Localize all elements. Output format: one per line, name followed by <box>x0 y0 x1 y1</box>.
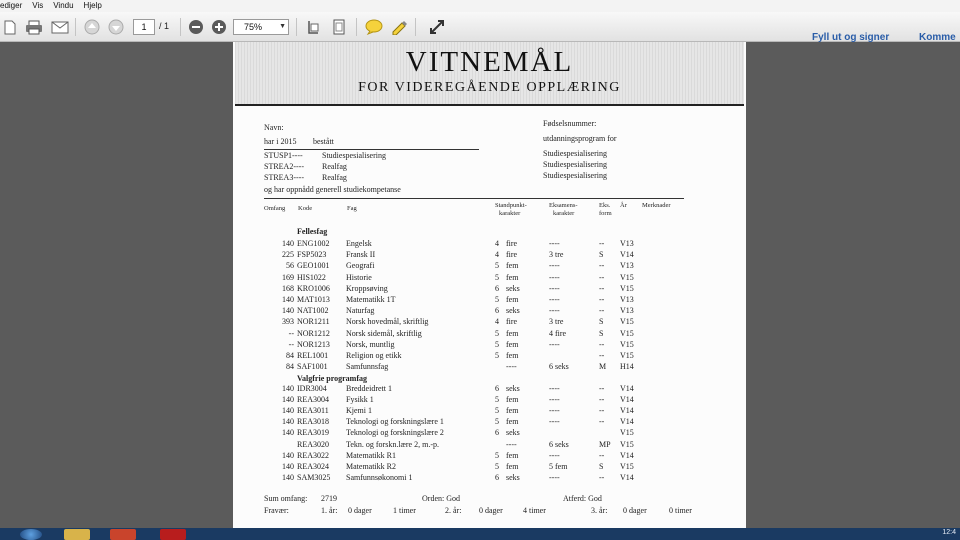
cell-sp-txt: fem <box>506 450 519 460</box>
cell-sp-num: 6 <box>495 283 499 293</box>
zoom-select[interactable] <box>233 19 289 35</box>
cell-fag: Teknologi og forskningslære 1 <box>346 417 444 427</box>
education-program-label: utdanningsprogram for <box>543 134 617 143</box>
chevron-down-icon: ▼ <box>279 23 286 30</box>
general-competence-text: og har oppnådd generell studiekompetanse <box>264 185 401 194</box>
name-label: Navn: <box>264 123 284 132</box>
pdf-reader-icon[interactable] <box>160 529 186 540</box>
cell-aar: V14 <box>620 395 634 405</box>
cell-aar: V14 <box>620 384 634 393</box>
highlight-pen-icon[interactable] <box>389 17 409 37</box>
document-title: VITNEMÅL <box>405 46 574 78</box>
cell-omfang: 140 <box>282 406 294 416</box>
comment-note-icon[interactable] <box>364 17 384 37</box>
document-page <box>233 42 746 528</box>
header-divider <box>235 104 744 106</box>
program-code: STREA3---- <box>264 173 304 182</box>
program-name: Studiespesialisering <box>322 151 386 160</box>
cell-fag: Tekn. og forskn.lære 2, m.-p. <box>346 439 439 449</box>
cell-sp-num: 5 <box>495 339 499 349</box>
cell-sp-num: 6 <box>495 384 499 393</box>
cell-sp-txt: fem <box>506 461 519 471</box>
absence-year3: 3. år: <box>591 506 608 515</box>
cell-kode: GEO1001 <box>297 261 330 271</box>
cell-aar: V15 <box>620 339 634 349</box>
program-right: Studiespesialisering <box>543 171 607 180</box>
cell-form: MP <box>599 439 611 449</box>
page-number-input[interactable]: 1 <box>133 19 155 35</box>
cell-kode: REL1001 <box>297 351 329 360</box>
cell-kode: IDR3004 <box>297 384 327 393</box>
cell-aar: V15 <box>620 351 634 360</box>
cell-aar: V14 <box>620 450 634 460</box>
cell-sp-txt: fem <box>506 295 519 304</box>
cell-omfang: 140 <box>282 417 294 427</box>
cell-aar: V15 <box>620 317 634 327</box>
taskbar-clock: 12:4 <box>942 529 956 536</box>
sum-value: 2719 <box>321 494 337 503</box>
page-total: / 1 <box>159 21 170 31</box>
cell-kode: SAM3025 <box>297 472 331 482</box>
cell-kode: REA3018 <box>297 417 329 427</box>
cell-sp-num: 6 <box>495 428 499 438</box>
cell-form: S <box>599 461 604 471</box>
cell-sp-txt: seks <box>506 306 520 316</box>
cell-form: -- <box>599 406 605 416</box>
cell-sp-txt: seks <box>506 283 520 293</box>
cell-kode: REA3022 <box>297 450 329 460</box>
column-header-eksamen: Eksamens- <box>549 202 578 209</box>
program-right: Studiespesialisering <box>543 160 607 169</box>
cell-eks: ---- <box>549 395 560 405</box>
menu-item-help[interactable]: Hjelp <box>83 1 102 10</box>
cell-fag: Samfunnsfag <box>346 362 389 372</box>
cell-aar: V13 <box>620 306 634 316</box>
cell-sp-txt: fem <box>506 351 519 360</box>
new-document-icon[interactable] <box>2 17 18 37</box>
zoom-in-icon[interactable] <box>209 17 229 37</box>
column-header-eksform-2: form <box>599 210 612 217</box>
cell-form: -- <box>599 450 605 460</box>
absence-year2: 2. år: <box>445 506 462 515</box>
absence-year1: 1. år: <box>321 506 338 515</box>
zoom-out-icon[interactable] <box>186 17 206 37</box>
document-subtitle: FOR VIDEREGÅENDE OPPLÆRING <box>358 80 621 95</box>
section-valgfrie: Valgfrie programfag <box>297 374 367 383</box>
column-header-fag: Fag <box>347 205 357 212</box>
cell-fag: Matematikk 1T <box>346 295 396 304</box>
year-text: har i 2015 <box>264 137 297 146</box>
program-code: STREA2---- <box>264 162 304 171</box>
column-header-omfang: Omfang <box>264 205 286 212</box>
cell-fag: Norsk, muntlig <box>346 339 395 349</box>
presentation-app-icon[interactable] <box>110 529 136 540</box>
cell-sp-num: 5 <box>495 461 499 471</box>
cell-kode: REA3020 <box>297 439 329 449</box>
cell-form: -- <box>599 384 605 393</box>
cell-sp-num: 5 <box>495 406 499 416</box>
cell-aar: V14 <box>620 406 634 416</box>
cell-kode: NOR1212 <box>297 328 330 338</box>
cell-fag: Naturfag <box>346 306 375 316</box>
cell-omfang: 140 <box>282 295 294 304</box>
cell-form: -- <box>599 283 605 293</box>
cell-fag: Matematikk R1 <box>346 450 396 460</box>
menu-bar <box>0 0 960 12</box>
cell-aar: V15 <box>620 428 634 438</box>
taskbar <box>0 528 960 540</box>
cell-eks: ---- <box>549 306 560 316</box>
cell-form: -- <box>599 261 605 271</box>
cell-form: -- <box>599 272 605 282</box>
cell-omfang: 169 <box>282 272 294 282</box>
cell-kode: REA3024 <box>297 461 329 471</box>
cell-form: -- <box>599 351 605 360</box>
cell-sp-txt: fem <box>506 261 519 271</box>
toolbar-separator <box>296 18 297 36</box>
cell-aar: V15 <box>620 272 634 282</box>
absence-year2-hours: 4 timer <box>523 506 546 515</box>
program-divider <box>264 149 479 150</box>
cell-omfang: -- <box>288 328 294 338</box>
column-header-kode: Kode <box>298 205 313 212</box>
menu-item-view[interactable]: Vis <box>32 1 44 10</box>
cell-omfang: 140 <box>282 306 294 316</box>
cell-aar: V15 <box>620 439 634 449</box>
cell-kode: KRO1006 <box>297 283 330 293</box>
cell-aar: V13 <box>620 239 634 248</box>
cell-omfang: 56 <box>286 261 294 271</box>
fit-page-icon[interactable] <box>329 17 349 37</box>
program-code: STUSP1---- <box>264 151 303 160</box>
cell-sp-num: 6 <box>495 472 499 482</box>
cell-fag: Religion og etikk <box>346 351 402 360</box>
cell-eks: ---- <box>549 283 560 293</box>
cell-omfang: 140 <box>282 461 294 471</box>
sum-label: Sum omfang: <box>264 494 308 503</box>
cell-eks: ---- <box>549 450 560 460</box>
cell-eks: 3 tre <box>549 317 564 327</box>
cell-kode: ENG1002 <box>297 239 330 248</box>
cell-fag: Historie <box>346 272 372 282</box>
absence-label: Fravær: <box>264 506 289 515</box>
cell-form: -- <box>599 395 605 405</box>
cell-sp-num: 5 <box>495 295 499 304</box>
cell-omfang: 140 <box>282 450 294 460</box>
cell-sp-num: 5 <box>495 261 499 271</box>
cell-sp-num: 4 <box>495 239 499 248</box>
cell-sp-txt: fire <box>506 317 518 327</box>
expand-icon[interactable] <box>427 17 447 37</box>
cell-kode: NAT1002 <box>297 306 329 316</box>
toolbar-separator <box>180 18 181 36</box>
cell-aar: H14 <box>620 362 634 372</box>
absence-year1-days: 0 dager <box>348 506 372 515</box>
cell-aar: V13 <box>620 261 634 271</box>
comment-button[interactable]: Komme <box>919 32 956 43</box>
cell-fag: Kroppsøving <box>346 283 388 293</box>
cell-sp-num: 5 <box>495 395 499 405</box>
cell-sp-txt: ---- <box>506 439 517 449</box>
cell-fag: Engelsk <box>346 239 372 248</box>
cell-omfang: 84 <box>286 362 294 372</box>
order-grade: Orden: God <box>422 494 460 503</box>
cell-omfang: 168 <box>282 283 294 293</box>
column-header-aar: År <box>620 202 627 209</box>
cell-fag: Breddeidrett 1 <box>346 384 392 393</box>
cell-sp-txt: fire <box>506 239 518 248</box>
column-header-eksform: Eks. <box>599 202 611 209</box>
absence-year2-days: 0 dager <box>479 506 503 515</box>
cell-sp-num: 6 <box>495 306 499 316</box>
cell-aar: V15 <box>620 328 634 338</box>
cell-eks: 5 fem <box>549 461 568 471</box>
toolbar-separator <box>75 18 76 36</box>
cell-fag: Kjemi 1 <box>346 406 372 416</box>
column-header-standpunkt: Standpunkt- <box>495 202 527 209</box>
cell-omfang: 225 <box>282 250 294 260</box>
cell-form: -- <box>599 472 605 482</box>
cell-kode: REA3011 <box>297 406 329 416</box>
cell-omfang: 84 <box>286 351 294 360</box>
cell-aar: V14 <box>620 250 634 260</box>
cell-sp-txt: seks <box>506 384 520 393</box>
cell-form: M <box>599 362 607 372</box>
absence-year1-hours: 1 timer <box>393 506 416 515</box>
cell-form: S <box>599 328 604 338</box>
cell-sp-num: 5 <box>495 450 499 460</box>
cell-form: -- <box>599 239 605 248</box>
cell-sp-txt: fem <box>506 417 519 427</box>
cell-omfang: 140 <box>282 428 294 438</box>
table-top-divider <box>264 198 684 199</box>
cell-fag: Teknologi og forskningslære 2 <box>346 428 444 438</box>
cell-eks: 3 tre <box>549 250 564 260</box>
email-icon[interactable] <box>50 17 70 37</box>
cell-sp-txt: seks <box>506 428 520 438</box>
cell-sp-txt: fem <box>506 272 519 282</box>
section-fellesfag: Fellesfag <box>297 227 328 236</box>
cell-kode: MAT1013 <box>297 295 330 304</box>
cell-sp-num: 5 <box>495 351 499 360</box>
absence-year3-hours: 0 timer <box>669 506 692 515</box>
next-page-icon[interactable] <box>106 17 126 37</box>
cell-sp-txt: seks <box>506 472 520 482</box>
cell-form: S <box>599 317 604 327</box>
cell-aar: V15 <box>620 283 634 293</box>
cell-form: -- <box>599 417 605 427</box>
zoom-value: 75% <box>244 22 263 32</box>
cell-omfang: -- <box>288 339 294 349</box>
passed-text: bestått <box>313 137 334 146</box>
fit-width-icon[interactable] <box>303 17 323 37</box>
conduct-grade: Atferd: God <box>563 494 602 503</box>
cell-eks: ---- <box>549 339 560 349</box>
cell-sp-num: 4 <box>495 317 499 327</box>
start-button[interactable] <box>20 529 42 540</box>
toolbar <box>0 12 960 42</box>
cell-fag: Geografi <box>346 261 375 271</box>
cell-sp-txt: fem <box>506 328 519 338</box>
cell-form: -- <box>599 306 605 316</box>
cell-sp-txt: fem <box>506 339 519 349</box>
cell-fag: Fransk II <box>346 250 376 260</box>
column-header-merknader: Merknader <box>642 202 671 209</box>
cell-form: -- <box>599 339 605 349</box>
cell-eks: ---- <box>549 406 560 416</box>
program-name: Realfag <box>322 162 347 171</box>
cell-aar: V13 <box>620 295 634 304</box>
cell-eks: ---- <box>549 472 560 482</box>
cell-fag: Norsk sidemål, skriftlig <box>346 328 422 338</box>
cell-omfang: 393 <box>282 317 294 327</box>
cell-kode: SAF1001 <box>297 362 328 372</box>
cell-fag: Norsk hovedmål, skriftlig <box>346 317 429 327</box>
cell-kode: NOR1211 <box>297 317 330 327</box>
cell-eks: 6 seks <box>549 362 569 372</box>
cell-sp-num: 5 <box>495 272 499 282</box>
cell-eks: ---- <box>549 261 560 271</box>
menu-item-edit[interactable]: ediger <box>0 1 23 10</box>
program-right: Studiespesialisering <box>543 149 607 158</box>
cell-sp-txt: ---- <box>506 362 517 372</box>
cell-sp-txt: fire <box>506 250 518 260</box>
cell-sp-num: 4 <box>495 250 499 260</box>
cell-eks: 4 fire <box>549 328 567 338</box>
cell-eks: 6 seks <box>549 439 569 449</box>
cell-sp-num: 5 <box>495 328 499 338</box>
cell-aar: V15 <box>620 461 634 471</box>
cell-sp-txt: fem <box>506 395 519 405</box>
program-name: Realfag <box>322 173 347 182</box>
cell-kode: FSP5023 <box>297 250 327 260</box>
previous-page-icon[interactable] <box>82 17 102 37</box>
cell-kode: HIS1022 <box>297 272 326 282</box>
cell-sp-num: 5 <box>495 417 499 427</box>
cell-kode: NOR1213 <box>297 339 330 349</box>
cell-omfang: 140 <box>282 384 294 393</box>
menu-item-window[interactable]: Vindu <box>53 1 74 10</box>
cell-omfang: 140 <box>282 472 294 482</box>
birth-number-label: Fødselsnummer: <box>543 119 597 128</box>
cell-fag: Fysikk 1 <box>346 395 374 405</box>
absence-year3-days: 0 dager <box>623 506 647 515</box>
cell-form: -- <box>599 295 605 304</box>
cell-omfang: 140 <box>282 395 294 405</box>
cell-kode: REA3004 <box>297 395 329 405</box>
cell-fag: Matematikk R2 <box>346 461 396 471</box>
cell-fag: Samfunnsøkonomi 1 <box>346 472 413 482</box>
cell-omfang: 140 <box>282 239 294 248</box>
cell-eks: ---- <box>549 295 560 304</box>
column-header-standpunkt-2: karakter <box>499 210 521 217</box>
column-header-eksamen-2: karakter <box>553 210 575 217</box>
toolbar-separator <box>415 18 416 36</box>
cell-eks: ---- <box>549 384 560 393</box>
cell-eks: ---- <box>549 272 560 282</box>
cell-aar: V14 <box>620 417 634 427</box>
cell-form: S <box>599 250 604 260</box>
cell-eks: ---- <box>549 239 560 248</box>
cell-eks: ---- <box>549 417 560 427</box>
cell-kode: REA3019 <box>297 428 329 438</box>
cell-sp-txt: fem <box>506 406 519 416</box>
cell-aar: V14 <box>620 472 634 482</box>
print-icon[interactable] <box>24 17 44 37</box>
fill-and-sign-button[interactable]: Fyll ut og signer <box>812 32 890 43</box>
toolbar-separator <box>356 18 357 36</box>
folder-icon[interactable] <box>64 529 90 540</box>
